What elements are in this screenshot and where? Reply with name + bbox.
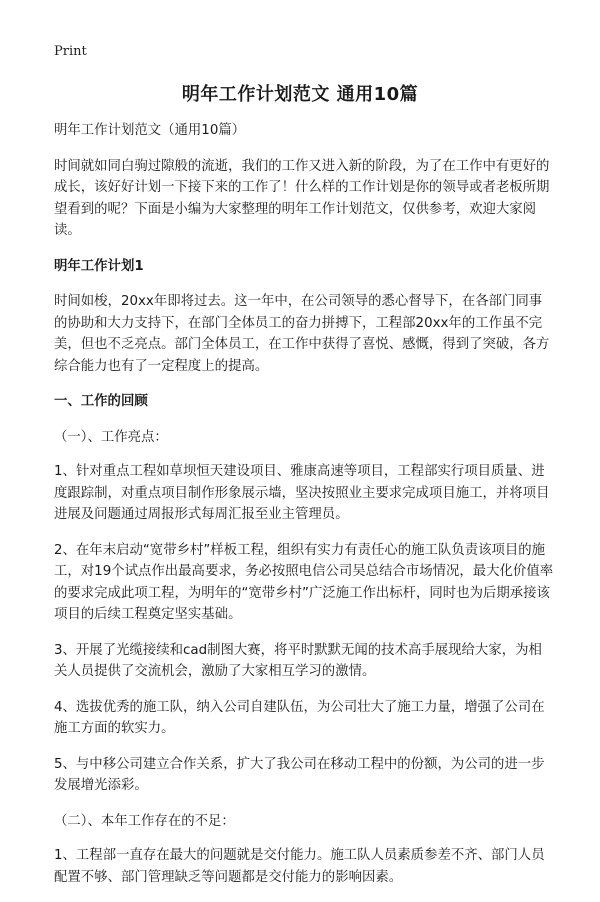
document-title: 明年工作计划范文 通用10篇 bbox=[181, 84, 419, 105]
document-subtitle: 明年工作计划范文（通用10篇） bbox=[54, 123, 246, 138]
highlight-item: 4、选拔优秀的施工队，纳入公司自建队伍，为公司壮大了施工力量，增强了公司在施工方面的软实力。 bbox=[54, 699, 545, 736]
print-label[interactable]: Print bbox=[54, 44, 87, 59]
highlight-item: 5、与中移公司建立合作关系，扩大了我公司在移动工程中的份额，为公司的进一步发展增光添彩。 bbox=[54, 756, 545, 793]
document-body bbox=[54, 120, 554, 902]
shortcoming-item: 1、工程部一直存在最大的问题就是交付能力。施工队人员素质参差不齐、部门人员配置不够、部门管理缺乏等问题都是交付能力的影响因素。 bbox=[54, 848, 545, 885]
plan-intro-paragraph: 时间如梭，20xx年即将过去。这一年中，在公司领导的悉心督导下，在各部门同事的协助和大力支持下，在部门全体员工的奋力拼搏下，工程部20xx年的工作虽不完美，但也不乏亮点。部门全体员工，在工作中获得了喜悦、感慨，得到了突破，各方综合能力也有了一定程度上的提高。 bbox=[54, 294, 550, 374]
plan-heading: 明年工作计划1 bbox=[54, 258, 144, 274]
highlight-item: 2、在年末启动“宽带乡村”样板工程，组织有实力有责任心的施工队负责该项目的施工，对19个试点作出最高要求，务必按照电信公司吴总结合市场情况，最大化价值率的要求完成此项工程，为明年的“宽带乡村”广泛施工作出标杆，同时也为后期承接该项目的后续工程奠定坚实基础。 bbox=[54, 542, 554, 622]
section-heading-review: 一、工作的回顾 bbox=[54, 394, 148, 409]
highlight-item: 1、针对重点工程如草坝恒天建设项目、雅康高速等项目，工程部实行项目质量、进度跟踪制，对重点项目制作形象展示墙，坚决按照业主要求完成项目施工，并将项目进展及问题通过周报形式每周汇报至业主管理员。 bbox=[54, 464, 550, 522]
subsection-heading-shortcomings: （二）、本年工作存在的不足： bbox=[54, 813, 235, 829]
intro-paragraph: 时间就如同白驹过隙般的流逝，我们的工作又进入新的阶段，为了在工作中有更好的成长，该好好计划一下接下来的工作了！什么样的工作计划是你的领导或者老板所期望看到的呢？下面是小编为大家整理的明年工作计划范文，仅供参考，欢迎大家阅读。 bbox=[54, 158, 550, 238]
subsection-heading-highlights: （一）、工作亮点： bbox=[54, 429, 168, 445]
highlight-item: 3、开展了光缆接续和cad制图大赛，将平时默默无闻的技术高手展现给大家，为相关人员提供了交流机会，激励了大家相互学习的激情。 bbox=[54, 642, 542, 679]
